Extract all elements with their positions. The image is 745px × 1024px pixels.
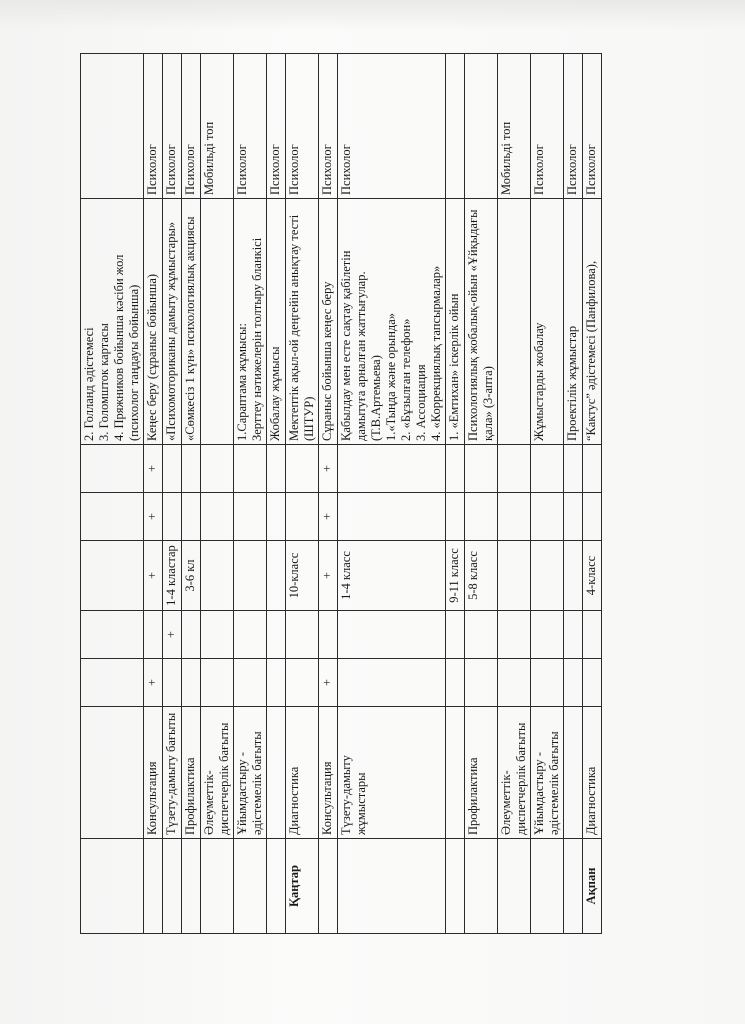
mark-cell-1 <box>182 659 201 707</box>
table-body <box>81 54 602 934</box>
table-row <box>286 54 319 934</box>
work-type-cell: Ұйымдастыру - әдістемелік бағыты <box>531 707 564 839</box>
responsible-cell: Психолог <box>319 54 338 199</box>
mark-cell-4 <box>498 493 531 541</box>
quarter-cell <box>81 839 144 934</box>
mark-cell-4 <box>182 493 201 541</box>
mark-cell-4 <box>338 493 446 541</box>
quarter-cell: Ақпан <box>583 839 602 934</box>
quarter-cell <box>201 839 234 934</box>
content-line: “Кактус” әдістемесі (Панфилова), <box>584 260 598 441</box>
mark-cell-5: + <box>144 445 163 493</box>
content-cell <box>267 199 286 445</box>
content-cell <box>319 199 338 445</box>
quarter-cell <box>319 839 338 934</box>
mark-cell-1 <box>286 659 319 707</box>
mark-cell-2 <box>564 611 583 659</box>
grade-cell <box>234 541 267 611</box>
grade-cell: 9-11 класс <box>446 541 465 611</box>
mark-cell-1 <box>267 659 286 707</box>
table-row <box>182 54 201 934</box>
content-line: 4. Пряжников бойынша кәсіби жол (психолог таңдауы бойынша) <box>112 254 141 441</box>
responsible-cell: Психолог <box>286 54 319 199</box>
grade-cell <box>267 541 286 611</box>
mark-cell-2 <box>267 611 286 659</box>
content-cell <box>338 199 446 445</box>
work-type-cell <box>564 707 583 839</box>
responsible-cell: Мобильді топ <box>498 54 531 199</box>
content-line: Қабылдау мен есте сақтау қабілетін дамытуға арналған жаттығулар. (Т.В.Артемьева) <box>339 250 383 441</box>
table-row <box>446 54 465 934</box>
mark-cell-2 <box>144 611 163 659</box>
content-cell <box>446 199 465 445</box>
work-type-cell: Профилактика <box>182 707 201 839</box>
content-line: 1. «Емтихан» іскерлік ойын <box>447 293 461 441</box>
responsible-cell: Психолог <box>583 54 602 199</box>
quarter-cell <box>163 839 182 934</box>
content-line: Мектептік ақыл-ой деңгейін анықтау тесті (ШТУР) <box>287 214 316 441</box>
mark-cell-1 <box>583 659 602 707</box>
table-row <box>465 54 498 934</box>
grade-cell: 3-6 кл <box>182 541 201 611</box>
content-line: 2. «Бұзылған телефон» <box>399 318 413 441</box>
mark-cell-1 <box>163 659 182 707</box>
content-cell <box>234 199 267 445</box>
work-type-cell: Консультация <box>144 707 163 839</box>
quarter-cell <box>144 839 163 934</box>
grade-cell <box>201 541 234 611</box>
quarter-cell <box>267 839 286 934</box>
mark-cell-2: + <box>163 611 182 659</box>
work-type-cell: Профилактика <box>465 707 498 839</box>
mark-cell-4 <box>564 493 583 541</box>
table-row <box>564 54 583 934</box>
responsible-cell: Психолог <box>267 54 286 199</box>
grade-cell <box>564 541 583 611</box>
content-line: Сұраныс бойынша кеңес беру <box>320 281 334 441</box>
grade-cell <box>498 541 531 611</box>
content-line: Зерттеу нәтижелерін толтыру бланкісі <box>250 237 264 441</box>
mark-cell-2 <box>182 611 201 659</box>
work-type-cell: Консультация <box>319 707 338 839</box>
mark-cell-4 <box>201 493 234 541</box>
quarter-cell <box>446 839 465 934</box>
mark-cell-4 <box>465 493 498 541</box>
mark-cell-1 <box>234 659 267 707</box>
content-line: Жобалау жұмысы <box>268 346 282 441</box>
mark-cell-1 <box>564 659 583 707</box>
responsible-cell: Психолог <box>163 54 182 199</box>
mark-cell-1 <box>201 659 234 707</box>
responsible-cell: Психолог <box>144 54 163 199</box>
mark-cell-4 <box>286 493 319 541</box>
responsible-cell: Психолог <box>338 54 446 199</box>
mark-cell-1 <box>498 659 531 707</box>
work-type-cell <box>81 707 144 839</box>
mark-cell-2 <box>81 611 144 659</box>
mark-cell-5 <box>338 445 446 493</box>
mark-cell-4 <box>163 493 182 541</box>
mark-cell-2 <box>234 611 267 659</box>
work-type-cell: Ұйымдастыру - әдістемелік бағыты <box>234 707 267 839</box>
mark-cell-1 <box>531 659 564 707</box>
content-cell <box>583 199 602 445</box>
mark-cell-4 <box>531 493 564 541</box>
mark-cell-5 <box>163 445 182 493</box>
mark-cell-5 <box>234 445 267 493</box>
responsible-cell <box>465 54 498 199</box>
mark-cell-2 <box>201 611 234 659</box>
table-row <box>144 54 163 934</box>
work-type-cell: Әлеуметтік-диспетчерлік бағыты <box>498 707 531 839</box>
content-line: 1.«Тыңда және орында» <box>384 312 398 441</box>
grade-cell: + <box>319 541 338 611</box>
grade-cell: 4-класс <box>583 541 602 611</box>
responsible-cell: Мобильді топ <box>201 54 234 199</box>
content-cell <box>498 199 531 445</box>
quarter-cell <box>465 839 498 934</box>
grade-cell: 10-класс <box>286 541 319 611</box>
content-cell <box>144 199 163 445</box>
mark-cell-1 <box>338 659 446 707</box>
mark-cell-2 <box>446 611 465 659</box>
table-row <box>163 54 182 934</box>
content-line: «Психомоториканы дамыту жұмыстары» <box>164 221 178 441</box>
mark-cell-4 <box>267 493 286 541</box>
content-cell <box>201 199 234 445</box>
table-row <box>531 54 564 934</box>
mark-cell-1 <box>446 659 465 707</box>
table-row <box>319 54 338 934</box>
mark-cell-5 <box>564 445 583 493</box>
quarter-cell <box>564 839 583 934</box>
quarter-cell <box>234 839 267 934</box>
work-type-cell <box>267 707 286 839</box>
responsible-cell <box>446 54 465 199</box>
work-type-cell <box>446 707 465 839</box>
work-type-cell: Диагностика <box>583 707 602 839</box>
mark-cell-5 <box>201 445 234 493</box>
responsible-cell <box>81 54 144 199</box>
grade-cell: 1-4 кластар <box>163 541 182 611</box>
grade-cell: + <box>144 541 163 611</box>
mark-cell-2 <box>465 611 498 659</box>
content-line: «Сөмкесіз 1 күн» психологиялық акциясы <box>183 216 197 441</box>
mark-cell-1: + <box>319 659 338 707</box>
content-cell <box>182 199 201 445</box>
mark-cell-5 <box>81 445 144 493</box>
mark-cell-2 <box>498 611 531 659</box>
responsible-cell: Психолог <box>531 54 564 199</box>
grade-cell: 5-8 класс <box>465 541 498 611</box>
responsible-cell: Психолог <box>182 54 201 199</box>
mark-cell-1 <box>81 659 144 707</box>
table-row <box>201 54 234 934</box>
content-line: Кеңес беру (сұраныс бойынша) <box>145 273 159 441</box>
quarter-cell <box>182 839 201 934</box>
mark-cell-5 <box>286 445 319 493</box>
work-type-cell: Түзету-дамыту жұмыстары <box>338 707 446 839</box>
mark-cell-5 <box>446 445 465 493</box>
mark-cell-5: + <box>319 445 338 493</box>
quarter-cell <box>338 839 446 934</box>
content-line: 2. Голланд әдістемесі <box>82 327 96 441</box>
quarter-cell <box>498 839 531 934</box>
mark-cell-4: + <box>319 493 338 541</box>
content-cell <box>564 199 583 445</box>
grade-cell <box>531 541 564 611</box>
content-line: 1.Сараптама жұмысы: <box>235 323 249 441</box>
content-cell <box>286 199 319 445</box>
work-type-cell: Түзету-дамыту бағыты <box>163 707 182 839</box>
mark-cell-5 <box>583 445 602 493</box>
mark-cell-5 <box>531 445 564 493</box>
table-row <box>498 54 531 934</box>
table-row <box>583 54 602 934</box>
table-row <box>267 54 286 934</box>
mark-cell-2 <box>338 611 446 659</box>
work-plan-table <box>80 53 602 934</box>
responsible-cell: Психолог <box>564 54 583 199</box>
content-cell <box>163 199 182 445</box>
table-row <box>81 54 144 934</box>
quarter-cell <box>531 839 564 934</box>
mark-cell-5 <box>498 445 531 493</box>
content-line: Проектілік жұмыстар <box>565 325 579 441</box>
quarter-cell: Қаңтар <box>286 839 319 934</box>
mark-cell-4 <box>81 493 144 541</box>
mark-cell-4 <box>583 493 602 541</box>
table-row <box>234 54 267 934</box>
work-type-cell: Диагностика <box>286 707 319 839</box>
mark-cell-5 <box>465 445 498 493</box>
mark-cell-4 <box>234 493 267 541</box>
content-line: 4. «Коррекциялық тапсырмалар» <box>429 265 443 441</box>
responsible-cell: Психолог <box>234 54 267 199</box>
mark-cell-1: + <box>144 659 163 707</box>
content-cell <box>81 199 144 445</box>
content-line: 3. Голомшток картасы <box>97 323 111 441</box>
mark-cell-2 <box>319 611 338 659</box>
mark-cell-5 <box>267 445 286 493</box>
mark-cell-4: + <box>144 493 163 541</box>
mark-cell-4 <box>446 493 465 541</box>
mark-cell-2 <box>583 611 602 659</box>
mark-cell-2 <box>286 611 319 659</box>
work-type-cell: Әлеуметтік-диспетчерлік бағыты <box>201 707 234 839</box>
grade-cell: 1-4 класс <box>338 541 446 611</box>
mark-cell-1 <box>465 659 498 707</box>
mark-cell-2 <box>531 611 564 659</box>
content-cell <box>465 199 498 445</box>
table-row <box>338 54 446 934</box>
content-line: 3. Ассоциация <box>414 364 428 441</box>
content-line: Психологиялық жобалық-ойын «Ұйқыдағы қала» (3-апта) <box>466 209 495 441</box>
content-line: Жұмыстарды жобалау <box>532 322 546 441</box>
mark-cell-5 <box>182 445 201 493</box>
content-cell <box>531 199 564 445</box>
grade-cell <box>81 541 144 611</box>
